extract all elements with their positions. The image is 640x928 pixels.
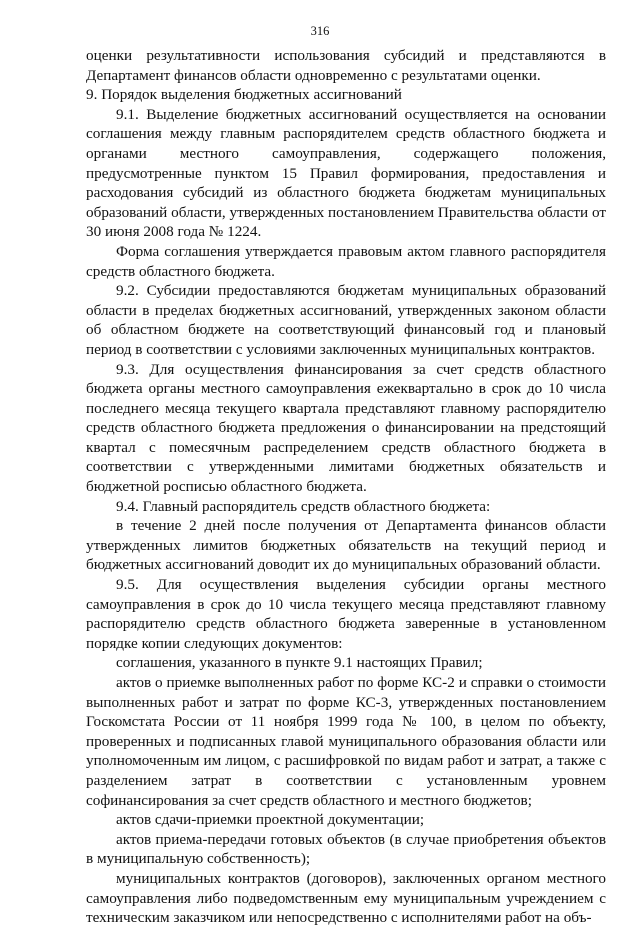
paragraph-9-5: 9.5. Для осуществления выделения субсидии органы местного самоуправления в срок до 10 числа текущего месяца представляют главному распорядителю средств областного бюджета заверенные в установленном порядке копии следующих документов: [86,576,606,652]
list-item-ks-acts: актов о приемке выполненных работ по форме КС-2 и справки о стоимости выполненных работ и затрат по форме КС-3, утвержденных постановлением Госкомстата России от 11 ноября 1999 года № 100, в целом по объекту, проверенных и подписанных главой муниципального образования области или уполномоченным им лицом, с расшифровкой по видам работ и затрат, а также с разделением затрат в соответствии с установленным уровнем софинансирования за счет средств областного и местного бюджетов; [86,674,606,809]
list-item-transfer-acts: актов приема-передачи готовых объектов (в случае приобретения объектов в муниципальную собственность); [86,830,606,868]
list-item-contracts: муниципальных контрактов (договоров), заключенных органом местного самоуправления либо подведомственным ему муниципальным учреждением с техническим заказчиком или непосредственно с исполнителями работ на объ- [86,869,606,927]
paragraph-form: Форма соглашения утверждается правовым актом главного распорядителя средств областного бюджета. [86,242,606,280]
list-item-agreement: соглашения, указанного в пункте 9.1 настоящих Правил; [116,654,483,672]
paragraph-9-4: 9.4. Главный распорядитель средств областного бюджета: [116,497,491,515]
paragraph-9-2: 9.2. Субсидии предоставляются бюджетам муниципальных образований области в пределах бюджетных ассигнований, утвержденных законом области об областном бюджете на соответствующий финансовый год и плановый период в соответствии с условиями заключенных муниципальных контрактов. [86,282,606,358]
paragraph-9-3: 9.3. Для осуществления финансирования за счет средств областного бюджета органы местного самоуправления ежеквартально в срок до 10 числа последнего месяца текущего квартала представляют главному распорядителю средств областного бюджета предложения о финансировании на предстоящий квартал с помесячным распределением средств областного бюджета в соответствии с утвержденными лимитами бюджетных обязательств и бюджетной росписью областного бюджета. [86,360,606,496]
paragraph-9-1: 9.1. Выделение бюджетных ассигнований осуществляется на основании соглашения между главным распорядителем средств областного бюджета и органами местного самоуправления, содержащего положения, предусмотренные пунктом 15 Правил формирования, предоставления и расходования субсидий из областного бюджета бюджетам муниципальных образований области, утвержденных постановлением Правительства области от 30 июня 2008 года № 1224. [86,105,606,241]
document-body [86,46,606,928]
page-number: 316 [310,24,330,38]
list-item-design-acts: актов сдачи-приемки проектной документации; [116,811,425,829]
intro-paragraph: оценки результативности использования субсидий и представляются в Департамент финансов области одновременно с результатами оценки. [86,47,606,84]
section-heading: 9. Порядок выделения бюджетных ассигнований [86,86,402,104]
paragraph-9-4-item: в течение 2 дней после получения от Департамента финансов области утвержденных лимитов бюджетных обязательств на текущий период и бюджетных ассигнований доводит их до муниципальных образований области. [86,517,606,574]
